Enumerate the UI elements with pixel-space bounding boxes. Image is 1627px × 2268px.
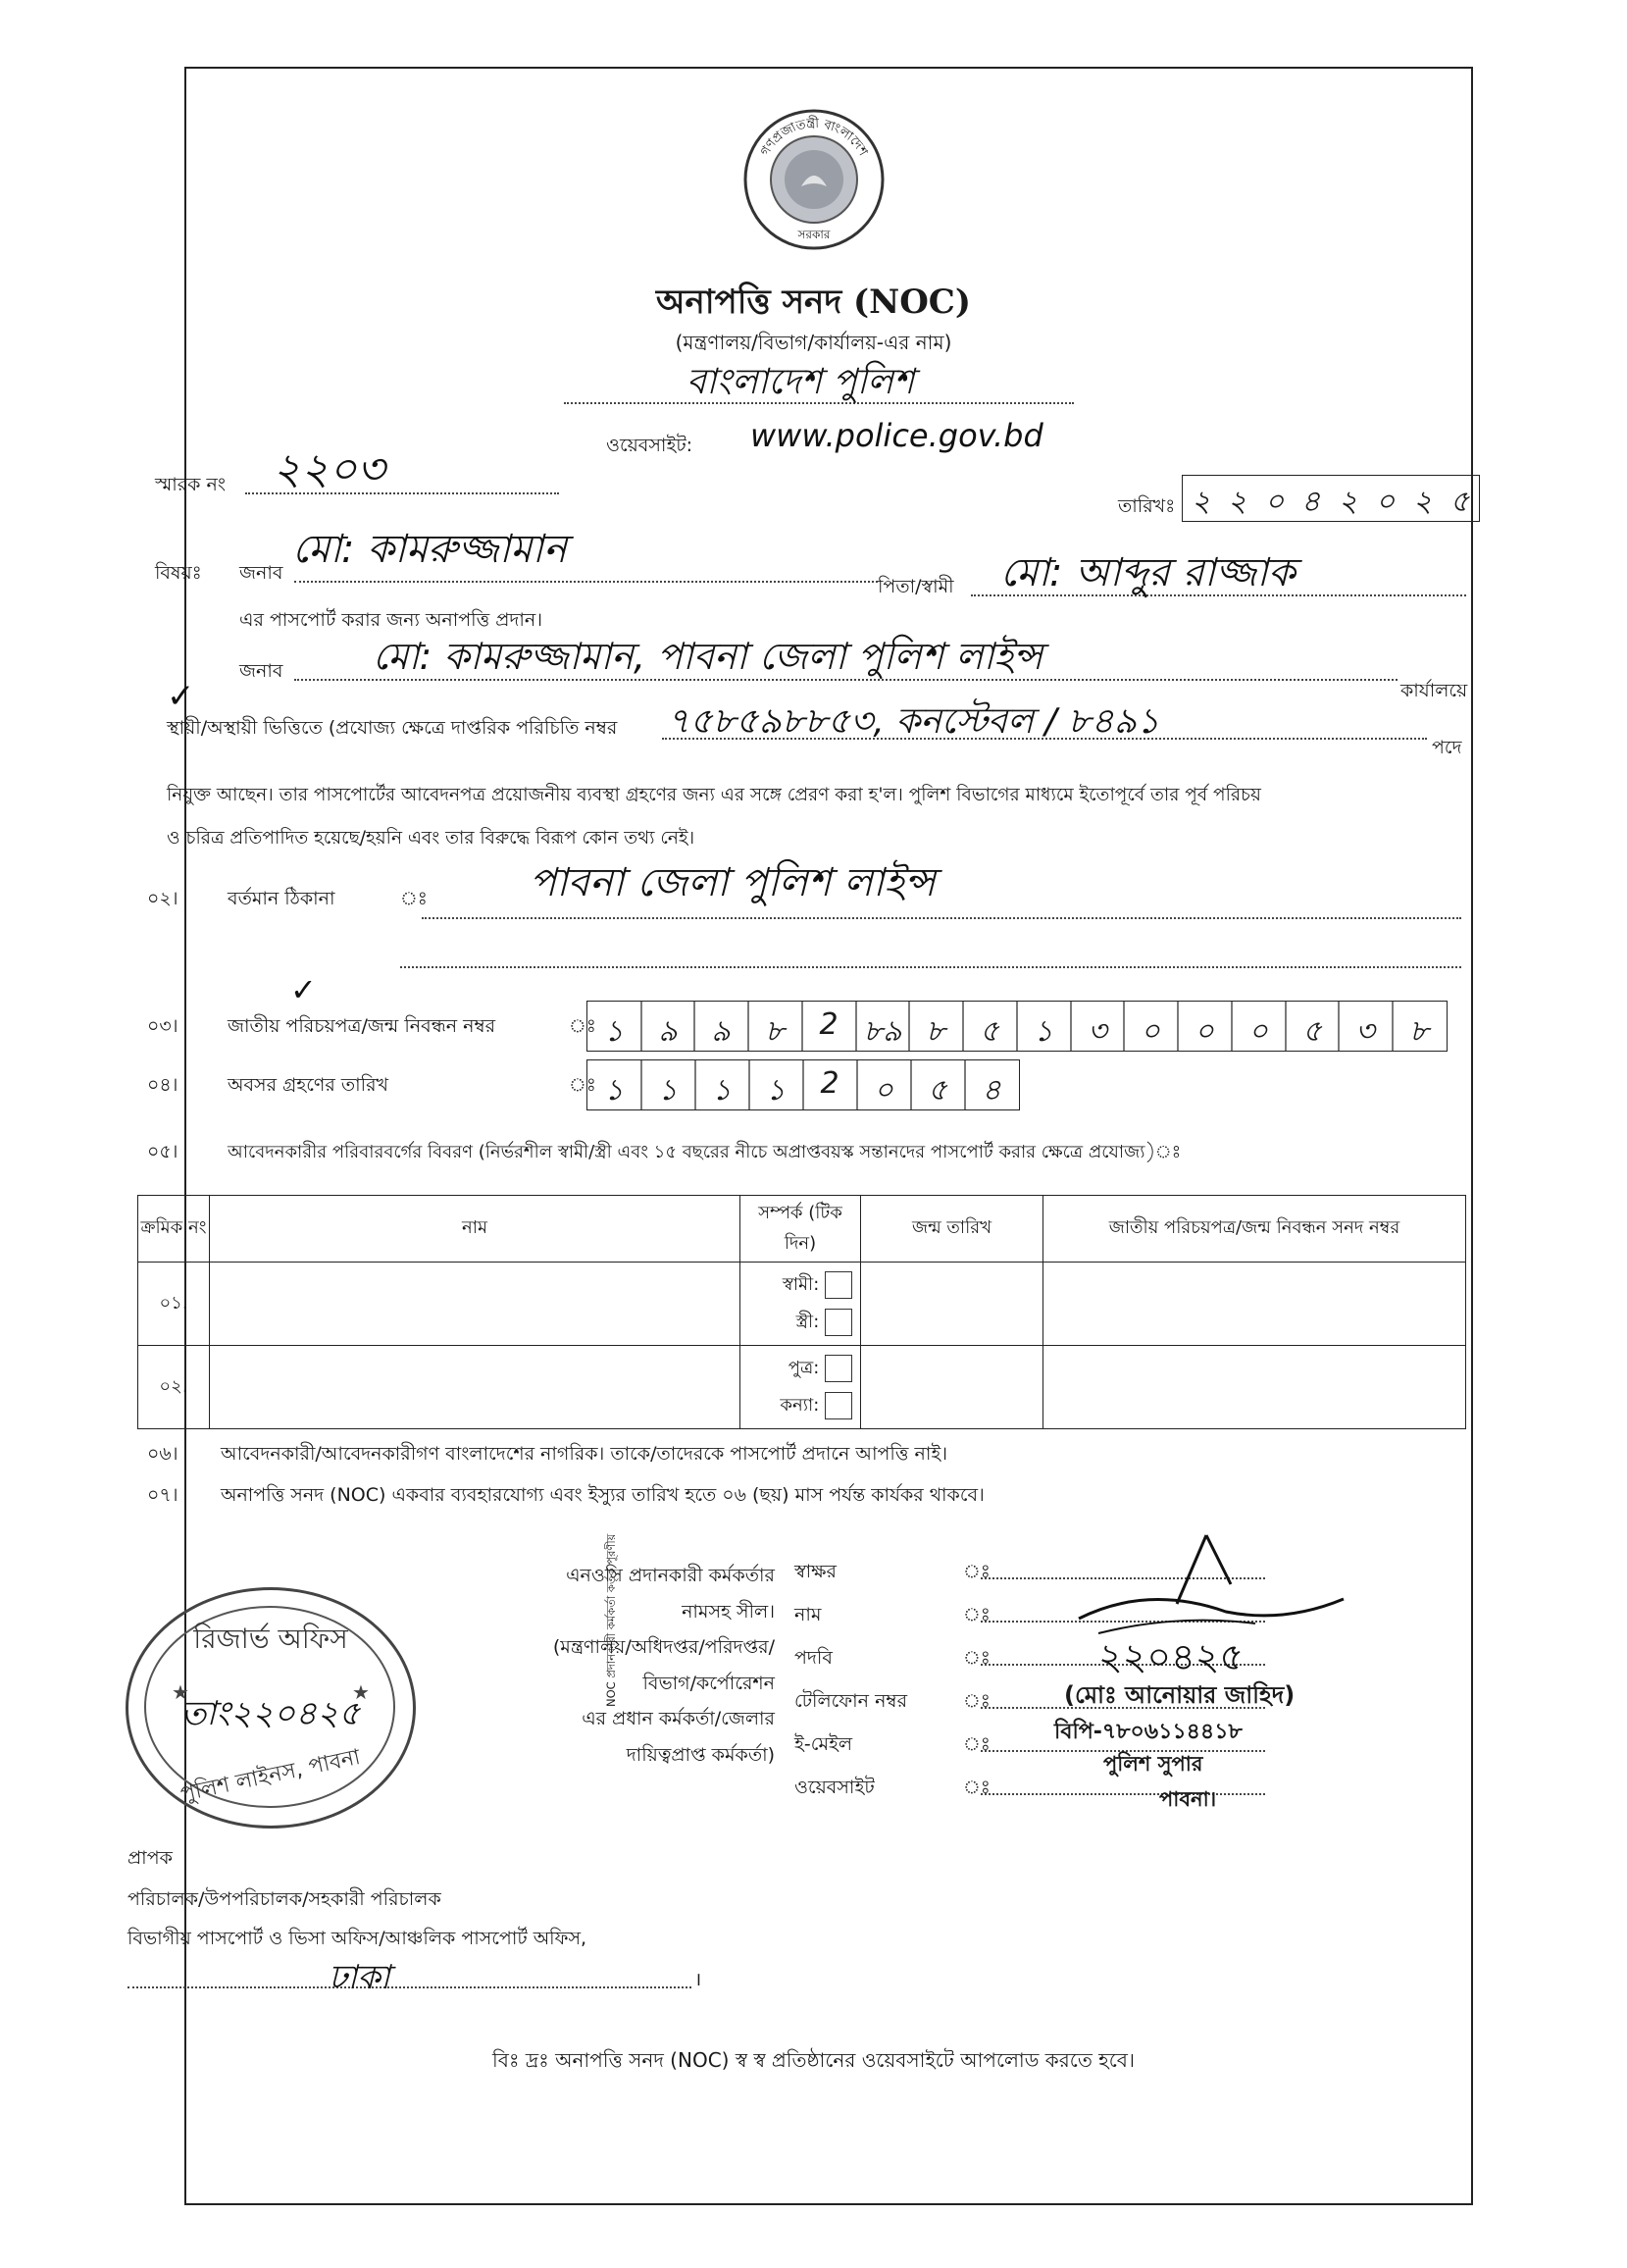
date-boxes xyxy=(1182,475,1480,522)
row-dob-cell xyxy=(861,1346,1043,1429)
footer-note: বিঃ দ্রঃ অনাপত্তি সনদ (NOC) স্ব স্ব প্রতিষ্ঠানের ওয়েবসাইটে আপলোড করতে হবে। xyxy=(491,2048,1136,2072)
seal-middle-text: তাং২২০৪২৫ xyxy=(180,1694,361,1733)
row-name-cell xyxy=(210,1263,740,1346)
office-suffix: কার্যালয়ে xyxy=(1400,680,1468,701)
address-line-2 xyxy=(400,966,1461,968)
recipient-end: । xyxy=(694,1969,702,1990)
date-digit: ০ xyxy=(1264,485,1285,519)
perm-value: ৭৫৮৫৯৮৮৫৩, কনস্টেবল / ৮৪৯১ xyxy=(667,701,1160,742)
nid-digit: ৮ xyxy=(765,1014,785,1049)
header-serial: ক্রমিক নং xyxy=(138,1196,210,1263)
officer-stamp-name: (মোঃ আনোয়ার জাহিদ) xyxy=(1064,1681,1296,1709)
row-serial: ০২. xyxy=(138,1346,210,1429)
row-serial: ০১. xyxy=(138,1263,210,1346)
memo-label: স্মারক নং xyxy=(155,474,227,495)
relation-checkbox[interactable] xyxy=(825,1271,852,1299)
seal-star-icon: ★ xyxy=(352,1680,370,1704)
recipient-line-1: পরিচালক/উপপরিচালক/সহকারী পরিচালক xyxy=(127,1888,441,1910)
row-dob-cell xyxy=(861,1263,1043,1346)
date-digit: ২ xyxy=(1412,485,1433,519)
item-04-number: ০৪। xyxy=(147,1074,178,1096)
field-label-email: ই-মেইল xyxy=(794,1733,853,1755)
date-digit: ২ xyxy=(1227,485,1247,519)
seal-star-icon: ★ xyxy=(172,1680,189,1704)
item-02-colon: ঃ xyxy=(400,888,428,909)
post-suffix: পদে xyxy=(1432,737,1462,758)
relation-checkbox[interactable] xyxy=(825,1392,852,1419)
field-label-phone: টেলিফোন নম্বর xyxy=(794,1690,908,1712)
nid-digit: ৫ xyxy=(1302,1014,1322,1049)
item-04-colon: ঃ xyxy=(569,1074,596,1096)
retirement-digit: ৫ xyxy=(928,1073,947,1108)
retirement-digit: ১ xyxy=(712,1073,732,1108)
website-label: ওয়েবসাইট: xyxy=(606,435,693,456)
item-05-number: ০৫। xyxy=(147,1141,178,1162)
field-colon: ঃ xyxy=(963,1733,991,1755)
ministry-value: বাংলাদেশ পুলিশ xyxy=(686,362,915,402)
nid-digit: ৯ xyxy=(711,1014,731,1049)
field-label-website: ওয়েবসাইট xyxy=(794,1777,875,1798)
item-03-number: ০৩। xyxy=(147,1015,178,1037)
issuer-line: বিভাগ/কর্পোরেশন xyxy=(642,1672,775,1694)
checkmark-icon: ✓ xyxy=(167,677,195,716)
vertical-note-text: NOC প্রদানকারী কর্মকর্তা কর্তৃক পূরণীয় xyxy=(604,1533,618,1707)
row-nid-cell xyxy=(1043,1346,1466,1429)
retirement-date-boxes xyxy=(586,1059,1020,1110)
retirement-digit: ৪ xyxy=(982,1073,1001,1108)
relation-label: স্বামী: xyxy=(782,1274,820,1295)
nid-digit: ৩ xyxy=(1088,1014,1107,1049)
relation-cell xyxy=(740,1346,861,1429)
nid-digit: ০ xyxy=(1195,1014,1214,1049)
date-digit: ০ xyxy=(1375,485,1396,519)
nid-digit: ৮ xyxy=(926,1014,945,1049)
issuer-vertical-note xyxy=(603,1413,623,1707)
father-label: পিতা/স্বামী xyxy=(878,576,954,597)
date-digit: ২ xyxy=(1191,485,1211,519)
emblem-bottom-text: সরকার xyxy=(797,228,831,241)
nid-digit: ১ xyxy=(1034,1014,1053,1049)
date-label: তারিখঃ xyxy=(1118,495,1176,517)
subject-janab-label: জনাব xyxy=(239,562,283,584)
header-relation: সম্পর্ক (টিক দিন) xyxy=(740,1196,861,1263)
issuer-line: দায়িত্বপ্রাপ্ত কর্মকর্তা) xyxy=(626,1743,775,1766)
subject-name-value: মো: কামরুজ্জামান xyxy=(292,527,567,572)
relation-label: স্ত্রী: xyxy=(795,1312,820,1332)
relation-checkbox[interactable] xyxy=(825,1309,852,1336)
body-paragraph-1: নিযুক্ত আছেন। তার পাসপোর্টের আবেদনপত্র প্রয়োজনীয় ব্যবস্থা গ্রহণের জন্য এর সঙ্গে প্রেরণ করা হ'ল। পুলিশ বিভাগের মাধ্যমে ইতোপূর্বে তার পূর্ব পরিচয় xyxy=(167,785,1261,805)
page-title: অনাপত্তি সনদ (NOC) xyxy=(656,283,971,322)
item-07-number: ০৭। xyxy=(147,1484,178,1506)
header-nid: জাতীয় পরিচয়পত্র/জন্ম নিবন্ধন সনদ নম্বর xyxy=(1043,1196,1466,1263)
nid-digit: ৮ xyxy=(1409,1014,1429,1049)
checkmark-icon: ✓ xyxy=(290,971,317,1008)
officer-stamp-designation: পুলিশ সুপার xyxy=(1103,1752,1203,1776)
body-janab-value: মো: কামরুজ্জামান, পাবনা জেলা পুলিশ লাইন্স xyxy=(373,635,1043,678)
field-colon: ঃ xyxy=(963,1604,991,1625)
address-value: পাবনা জেলা পুলিশ লাইন্স xyxy=(530,860,936,905)
body-janab-label: জনাব xyxy=(239,660,283,682)
issuer-line: নামসহ সীল। xyxy=(682,1600,775,1623)
issuer-line: (মন্ত্রণালয়/অধিদপ্তর/পরিদপ্তর/ xyxy=(552,1636,775,1658)
nid-digit: ০ xyxy=(1248,1014,1268,1049)
row-nid-cell xyxy=(1043,1263,1466,1346)
perm-label: স্থায়ী/অস্থায়ী ভিত্তিতে (প্রযোজ্য ক্ষেত্রে দাপ্তরিক পরিচিতি নম্বর xyxy=(167,717,618,739)
item-06-text: আবেদনকারী/আবেদনকারীগণ বাংলাদেশের নাগরিক। তাকে/তাদেরকে পাসপোর্ট প্রদানে আপত্তি নাই। xyxy=(221,1443,948,1465)
address-line-1 xyxy=(422,917,1461,919)
relation-cell xyxy=(740,1263,861,1346)
date-digit: ৫ xyxy=(1449,485,1470,519)
father-value: মো: আব্দুর রাজ্জাক xyxy=(1000,550,1296,595)
memo-value: ২২০৩ xyxy=(273,444,385,494)
ministry-caption: (মন্ত্রণালয়/বিভাগ/কার্যালয়-এর নাম) xyxy=(675,331,952,354)
relation-checkbox[interactable] xyxy=(825,1355,852,1382)
recipient-line-2: বিভাগীয় পাসপোর্ট ও ভিসা অফিস/আঞ্চলিক পাসপোর্ট অফিস, xyxy=(127,1928,587,1949)
field-colon: ঃ xyxy=(963,1690,991,1712)
item-04-label: অবসর গ্রহণের তারিখ xyxy=(228,1074,389,1096)
table-row xyxy=(138,1263,1466,1346)
nid-boxes xyxy=(586,1001,1448,1052)
seal-top-text: রিজার্ভ অফিস xyxy=(193,1623,348,1655)
recipient-label: প্রাপক xyxy=(127,1847,173,1869)
date-digit: ২ xyxy=(1338,485,1358,519)
retirement-digit: 2 xyxy=(820,1066,839,1101)
government-emblem xyxy=(740,106,888,253)
field-colon: ঃ xyxy=(963,1647,991,1669)
field-colon: ঃ xyxy=(963,1561,991,1582)
item-03-label: জাতীয় পরিচয়পত্র/জন্ম নিবন্ধন নম্বর xyxy=(228,1015,496,1037)
reserve-office-seal xyxy=(126,1587,416,1829)
retirement-digit: ১ xyxy=(766,1073,786,1108)
table-row xyxy=(138,1346,1466,1429)
field-label-signature: স্বাক্ষর xyxy=(794,1561,837,1582)
emblem-ring-text: গণপ্রজাতন্ত্রী বাংলাদেশ xyxy=(757,116,871,159)
recipient-line xyxy=(127,1986,691,1988)
item-07-text: অনাপত্তি সনদ (NOC) একবার ব্যবহারযোগ্য এবং ইস্যুর তারিখ হতে ০৬ (ছয়) মাস পর্যন্ত কার্যকর থাকবে। xyxy=(221,1484,985,1506)
nid-digit: ৩ xyxy=(1355,1014,1375,1049)
subject-label: বিষয়ঃ xyxy=(155,562,202,584)
subject-line2: এর পাসপোর্ট করার জন্য অনাপত্তি প্রদান। xyxy=(239,609,543,631)
officer-stamp-place: পাবনা। xyxy=(1159,1787,1217,1811)
officer-signature xyxy=(1059,1525,1353,1643)
item-02-label: বর্তমান ঠিকানা xyxy=(228,888,335,909)
recipient-value: ঢাকা xyxy=(329,1958,390,1997)
officer-stamp-date: ২২০৪২৫ xyxy=(1098,1635,1245,1678)
field-label-designation: পদবি xyxy=(794,1647,833,1669)
field-colon: ঃ xyxy=(963,1777,991,1798)
nid-digit: ৫ xyxy=(980,1014,999,1049)
retirement-digit: ০ xyxy=(874,1073,893,1108)
item-02-number: ০২। xyxy=(147,888,178,909)
seal-bottom-text: পুলিশ লাইনস, পাবনা xyxy=(178,1744,363,1808)
header-dob: জন্ম তারিখ xyxy=(861,1196,1043,1263)
issuer-line: এর প্রধান কর্মকর্তা/জেলার xyxy=(582,1708,775,1729)
date-digit: ৪ xyxy=(1300,485,1321,519)
nid-digit: ৮৯ xyxy=(863,1014,902,1049)
family-table xyxy=(137,1195,1466,1429)
issuer-line: এনওসি প্রদানকারী কর্মকর্তার xyxy=(566,1565,775,1586)
nid-digit: ০ xyxy=(1141,1014,1160,1049)
item-03-colon: ঃ xyxy=(569,1015,596,1037)
nid-digit: ৯ xyxy=(658,1014,678,1049)
row-name-cell xyxy=(210,1346,740,1429)
website-value: www.police.gov.bd xyxy=(750,417,1043,454)
field-label-name: নাম xyxy=(794,1604,822,1625)
retirement-digit: ১ xyxy=(658,1073,678,1108)
retirement-digit: ১ xyxy=(604,1073,624,1108)
relation-label: পুত্র: xyxy=(788,1358,820,1378)
body-paragraph-2: ও চরিত্র প্রতিপাদিত হয়েছে/হয়নি এবং তার বিরুদ্ধে বিরূপ কোন তথ্য নেই। xyxy=(167,828,695,849)
item-05-label: আবেদনকারীর পরিবারবর্গের বিবরণ (নির্ভরশীল স্বামী/স্ত্রী এবং ১৫ বছরের নীচে অপ্রাপ্তবয়স্ক সন্তানদের পাসপোর্ট করার ক্ষেত্রে প্রযোজ্য)ঃ xyxy=(228,1142,1182,1162)
header-name: নাম xyxy=(210,1196,740,1263)
nid-digit: 2 xyxy=(819,1007,839,1042)
officer-stamp-bp: বিপি-৭৮০৬১১৪৪১৮ xyxy=(1054,1720,1243,1744)
website-line xyxy=(981,1793,1265,1795)
nid-digit: ১ xyxy=(604,1014,624,1049)
item-06-number: ০৬। xyxy=(147,1443,178,1465)
relation-label: কন্যা: xyxy=(780,1395,820,1416)
